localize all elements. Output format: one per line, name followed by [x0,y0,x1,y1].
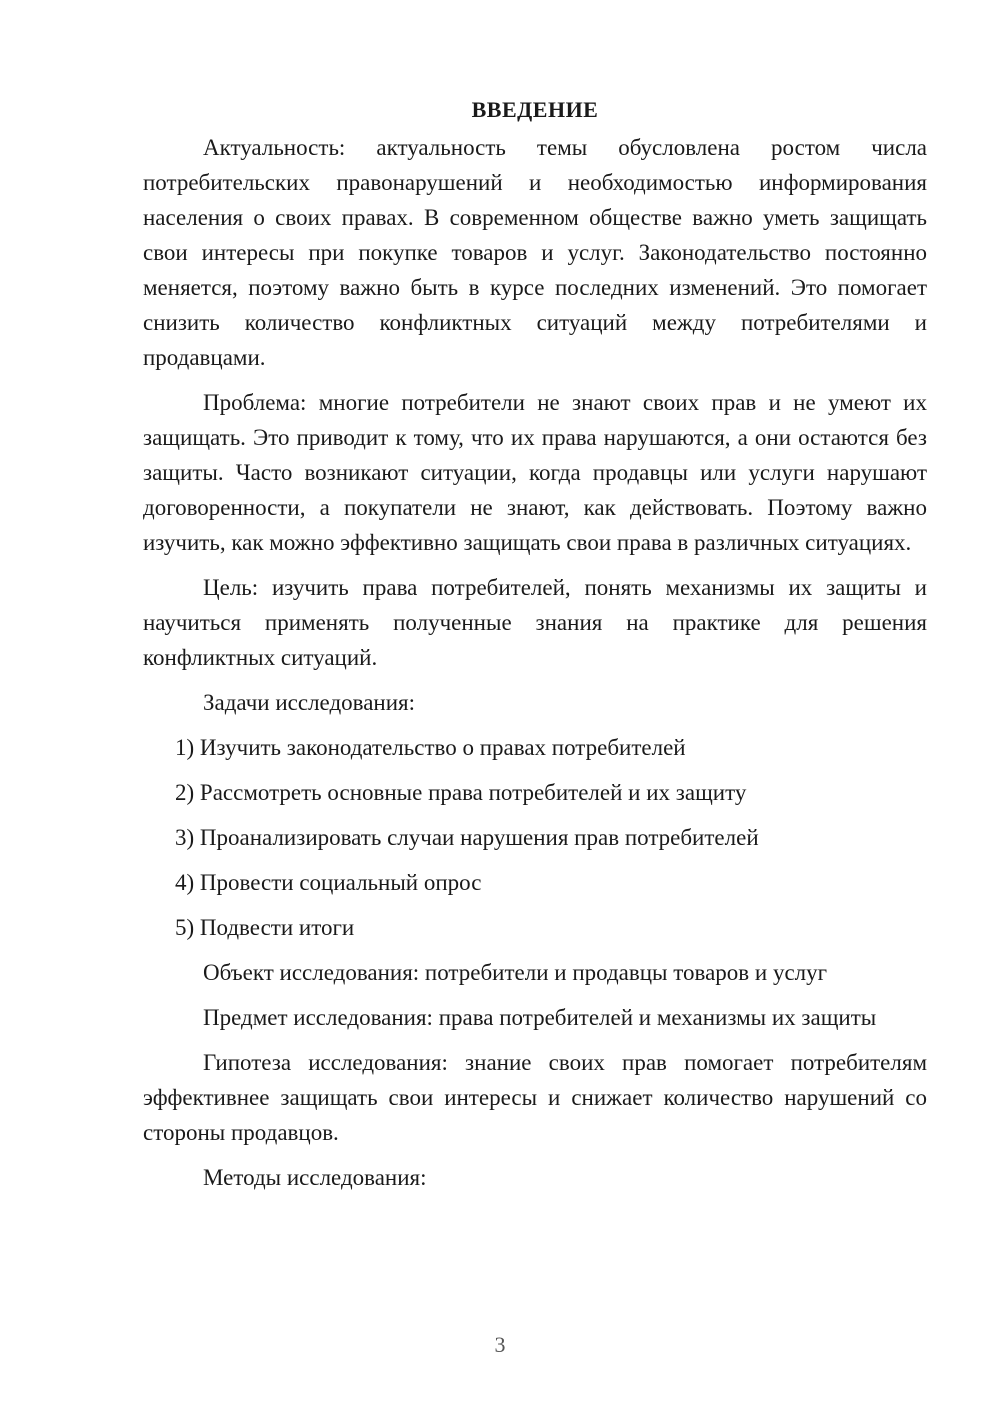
tasks-label: Задачи исследования: [203,690,416,715]
problem-paragraph: Проблема: многие потребители не знают своих прав и не умеют их защищать. Это приводит к тому, что их права нарушаются, а они остаются без защиты. Часто возникают ситуации, когда продавцы или услуги нарушают договоренности, а покупатели не знают, как действовать. Поэтому важно изучить, как можно эффективно защищать свои права в различных ситуациях. [143,390,927,555]
task-item: 1) Изучить законодательство о правах потребителей [175,735,686,760]
page-number: 3 [494,1332,506,1357]
relevance-paragraph: Актуальность: актуальность темы обусловлена ростом числа потребительских правонарушений и необходимостью информирования населения о своих правах. В современном обществе важно уметь защищать свои интересы при покупке товаров и услуг. Законодательство постоянно меняется, поэтому важно быть в курсе последних изменений. Это помогает снизить количество конфликтных ситуаций между потребителями и продавцами. [143,135,927,370]
subject-paragraph: Предмет исследования: права потребителей и механизмы их защиты [203,1005,877,1030]
task-item: 4) Провести социальный опрос [175,870,482,895]
section-heading: ВВЕДЕНИЕ [471,97,599,122]
tasks-list [143,730,927,945]
object-paragraph: Объект исследования: потребители и продавцы товаров и услуг [203,960,828,985]
methods-label: Методы исследования: [203,1165,427,1190]
task-item: 2) Рассмотреть основные права потребителей и их защиту [175,780,747,805]
document-body [143,92,927,1195]
hypothesis-paragraph: Гипотеза исследования: знание своих прав помогает потребителям эффективнее защищать свои интересы и снижает количество нарушений со стороны продавцов. [143,1050,927,1145]
task-item: 3) Проанализировать случаи нарушения прав потребителей [175,825,759,850]
task-item: 5) Подвести итоги [175,915,355,940]
goal-paragraph: Цель: изучить права потребителей, понять механизмы их защиты и научиться применять полученные знания на практике для решения конфликтных ситуаций. [143,575,927,670]
